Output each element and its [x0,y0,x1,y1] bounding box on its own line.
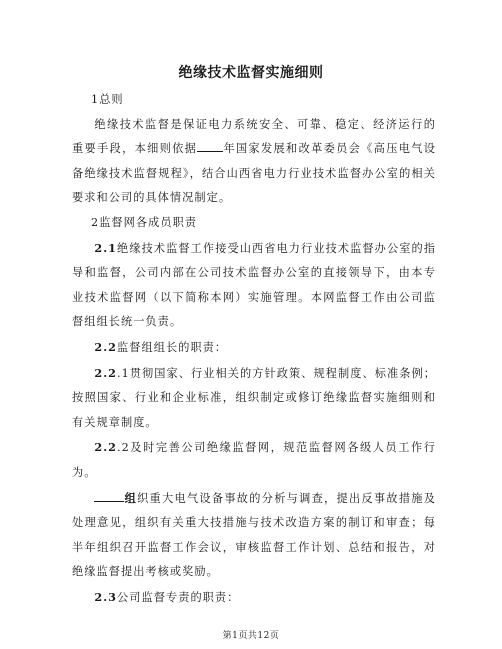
underline-blank [94,490,124,502]
section-heading-1 [72,88,436,113]
section-heading-2 [72,211,436,236]
paragraph-general-text-a: 绝缘技术监督是保证电力系统安全、可靠、稳定、经济运行的重要手段，本细则依据 [72,117,436,156]
section-heading-1-text: 1总则 [91,93,124,106]
paragraph-2-2-3-bold: 组 [124,490,138,505]
paragraph-2-3-text: 公司监督专责的职责： [117,590,240,604]
paragraph-2-2-1 [72,361,436,436]
clause-number-2-2: 2.2 [94,339,118,354]
page-footer: 第1页共12页 [222,631,280,641]
paragraph-2-2-2 [72,435,436,485]
paragraph-2-1 [72,236,436,335]
section-heading-2-text: 2监督网各成员职责 [91,215,198,229]
paragraph-general [72,113,436,211]
paragraph-2-2-3 [72,486,436,585]
paragraph-2-2 [72,335,436,361]
paragraph-2-2-2-text: .2及时完善公司绝缘监督网，规范监督网各级人员工作行为。 [72,441,436,479]
year-blank [197,140,223,152]
document-body [72,88,436,610]
clause-number-2-2-1: 2.2 [94,365,118,380]
paragraph-2-3 [72,585,436,611]
paragraph-general-text-b: 年国家发展和改革委员会《高压电气设备绝缘技术监督规程》，结合山西省电力行业技术监督办公室的相关要求和公司的具体情况制定。 [72,142,436,205]
document-title: 绝缘技术监督实施细则 [178,65,324,81]
clause-number-2-1: 2.1 [94,240,118,255]
paragraph-2-2-text: 监督组组长的职责： [117,340,228,354]
clause-number-2-3: 2.3 [94,589,118,604]
paragraph-2-2-3-text: 织重大电气设备事故的分析与调查，提出反事故措施及处理意见，组织有关重大技措施与技术改造方案的制订和审查；每半年组织召开监督工作会议，审核监督工作计划、总结和报告，对绝缘监督提出考核或奖励。 [72,491,436,579]
paragraph-2-2-1-text: .1贯彻国家、行业相关的方针政策、规程制度、标准条例；按照国家、行业和企业标准，组织制定或修订绝缘监督实施细则和有关规章制度。 [72,366,436,429]
paragraph-2-1-text: 绝缘技术监督工作接受山西省电力行业技术监督办公室的指导和监督，公司内部在公司技术监督办公室的直接领导下，由本专业技术监督网（以下简称本网）实施管理。本网监督工作由公司监督组组长统一负责。 [72,241,436,329]
clause-number-2-2-2: 2.2 [94,440,118,455]
